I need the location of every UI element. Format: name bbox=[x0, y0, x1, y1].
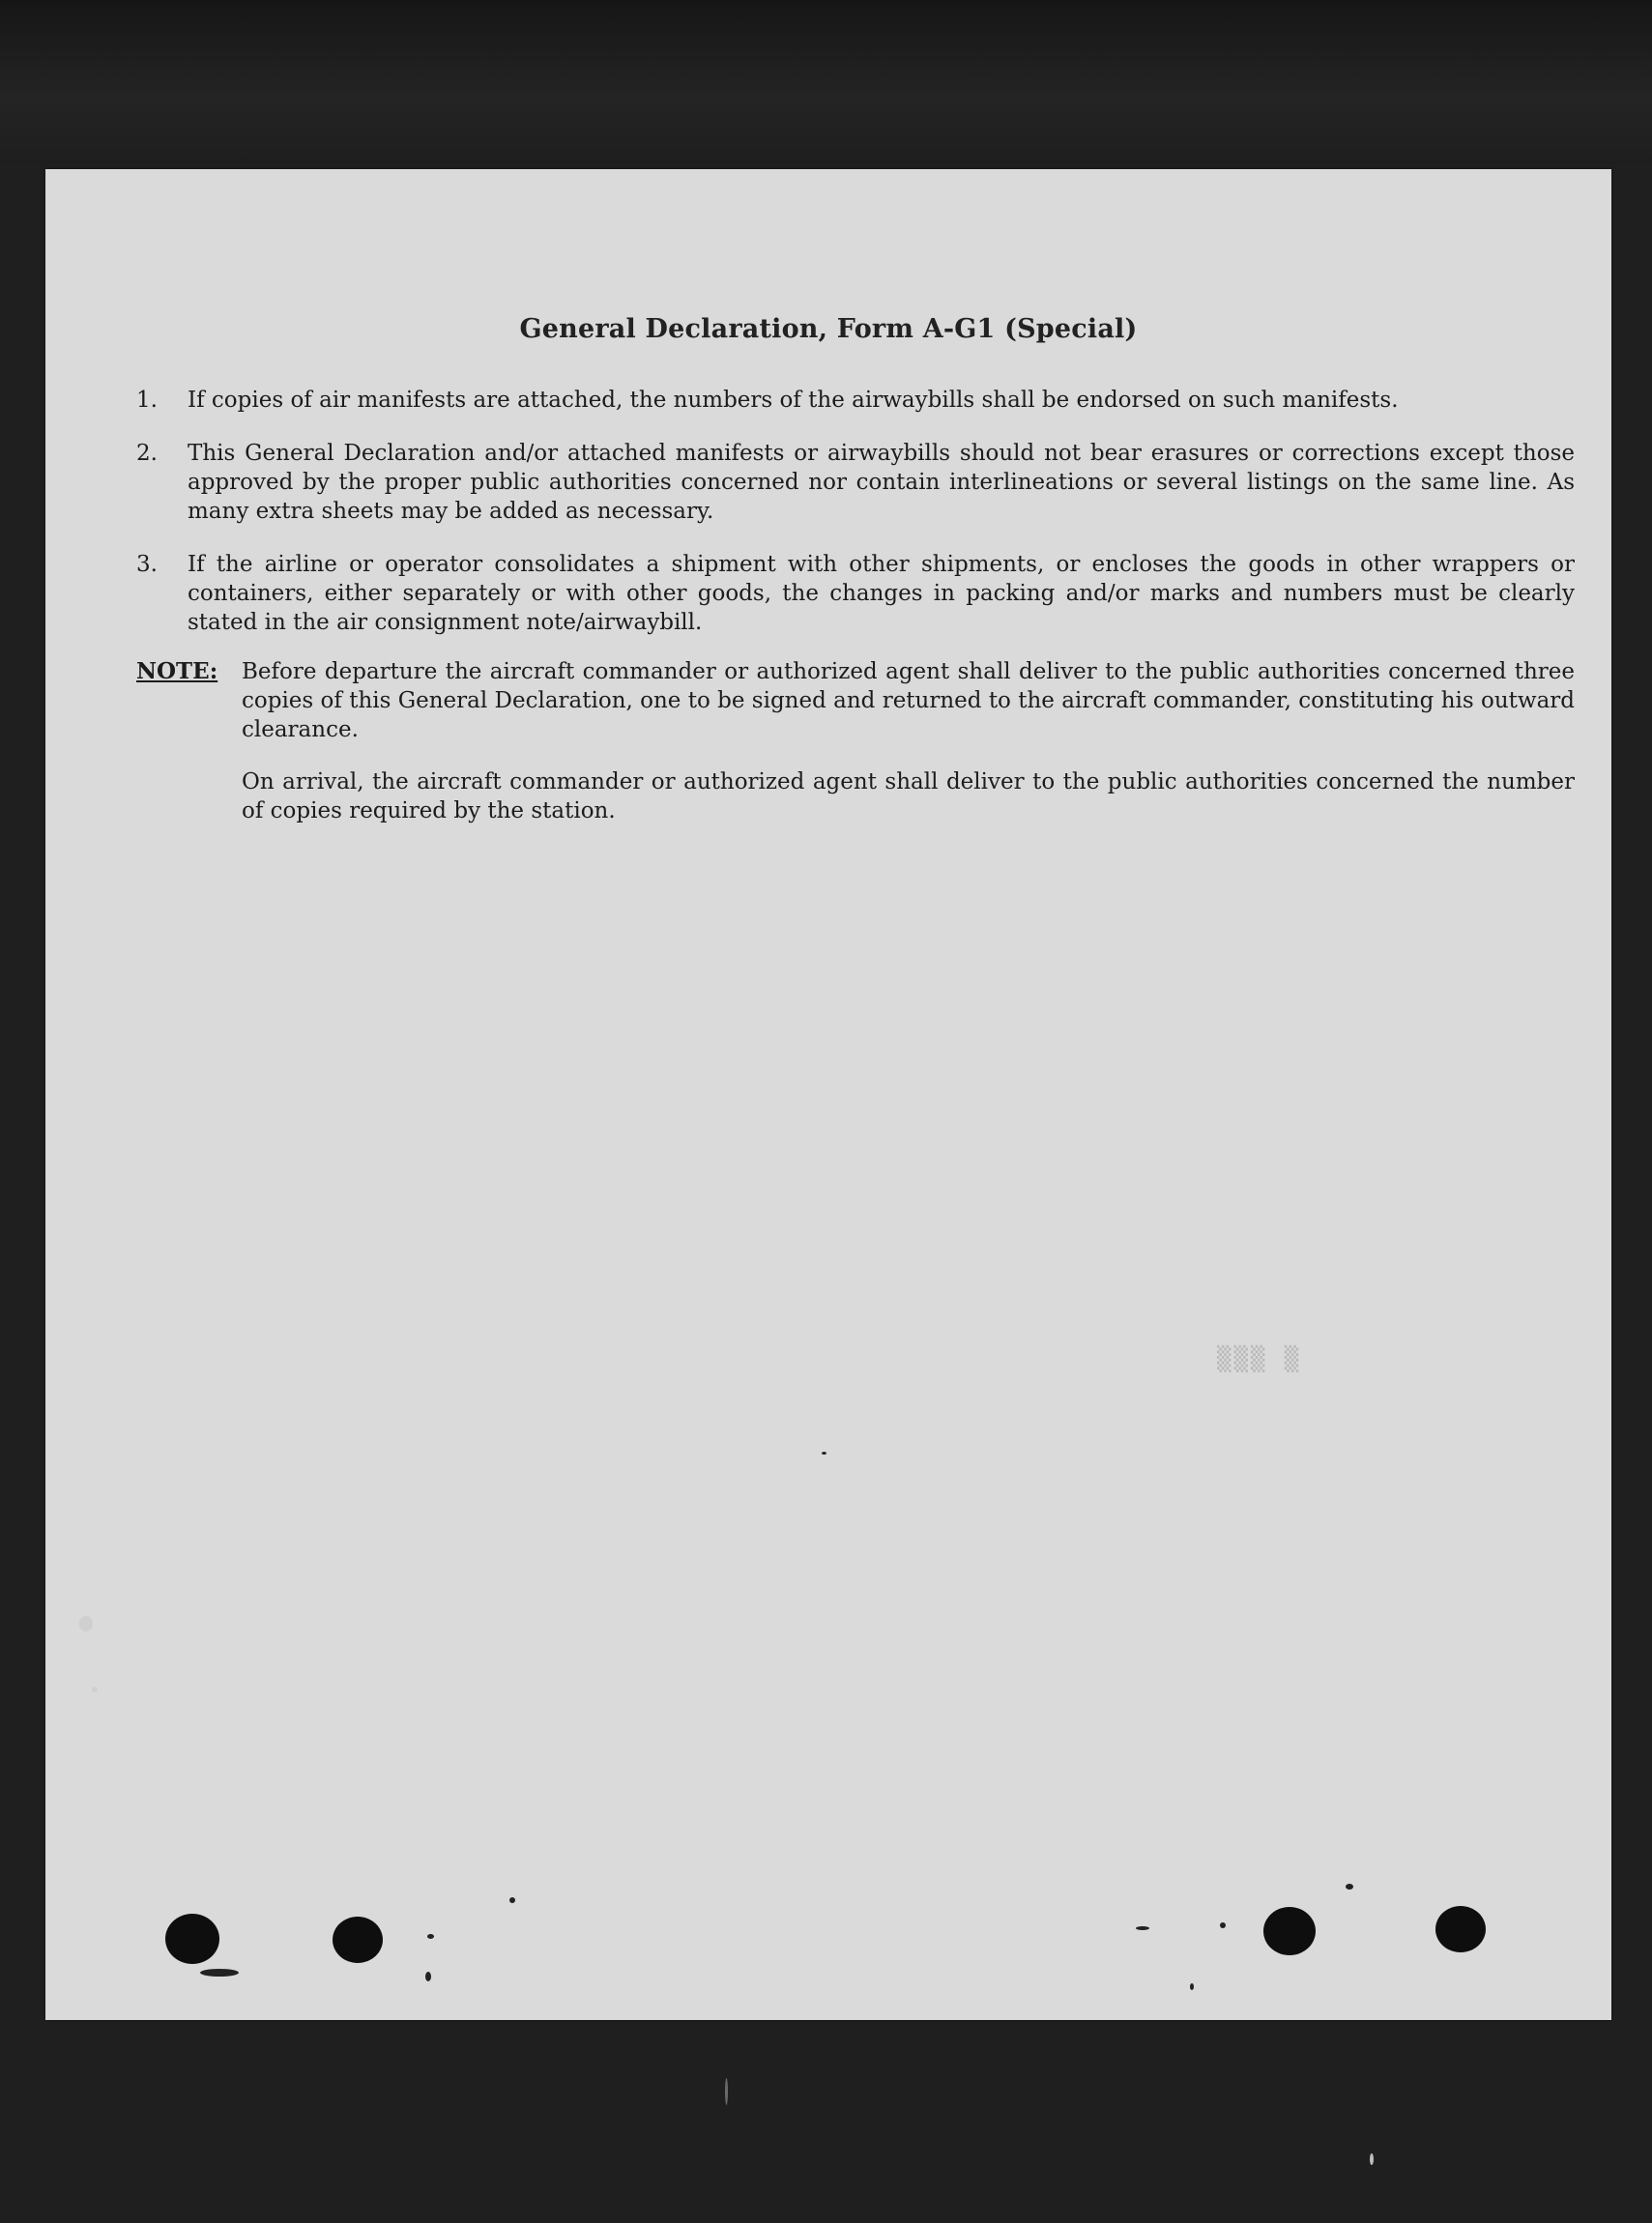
page-title: General Declaration, Form A-G1 (Special) bbox=[519, 314, 1138, 344]
scan-speck bbox=[822, 1452, 826, 1455]
scan-speck bbox=[425, 1972, 431, 1981]
list-item-1 bbox=[136, 386, 1575, 415]
scan-speck bbox=[79, 1616, 93, 1631]
punch-hole-icon bbox=[165, 1914, 219, 1964]
scan-speck bbox=[427, 1934, 434, 1939]
scan-speck bbox=[1220, 1922, 1226, 1928]
scan-speck bbox=[200, 1969, 239, 1977]
scan-background bbox=[0, 0, 1652, 164]
punch-hole-icon bbox=[1263, 1907, 1316, 1955]
scan-speck bbox=[1370, 2153, 1374, 2165]
scan-speck bbox=[1136, 1926, 1149, 1930]
punch-hole-icon bbox=[1435, 1906, 1486, 1952]
scan-speck bbox=[509, 1897, 515, 1903]
scan-speck bbox=[725, 2078, 728, 2105]
note-paragraph-1: Before departure the aircraft commander or authorized agent shall deliver to the public authorities concerned three copies of this General Declaration, one to be signed and returned to the aircraft commander, constituting his outward clearance. bbox=[242, 659, 1575, 742]
list-item-3 bbox=[136, 550, 1575, 637]
scan-speck bbox=[1190, 1983, 1194, 1990]
list-item-number: 1. bbox=[136, 388, 158, 413]
document-page bbox=[45, 169, 1611, 2020]
list-item-number: 2. bbox=[136, 441, 158, 466]
note-paragraph-2: On arrival, the aircraft commander or authorized agent shall deliver to the public authorities concerned the number of copies required by the station. bbox=[242, 769, 1575, 823]
list-item-text: This General Declaration and/or attached manifests or airwaybills should not bear erasures or corrections except those approved by the proper public authorities concerned nor contain interlineations or several listings on the same line. As many extra sheets may be added as necessary. bbox=[188, 441, 1575, 524]
note-label: NOTE: bbox=[136, 658, 218, 684]
list-item-text: If the airline or operator consolidates a shipment with other shipments, or encloses the goods in other wrappers or containers, either separately or with other goods, the changes in packing and/or marks and numbers must be clearly stated in the air consignment note/airwaybill. bbox=[188, 552, 1575, 635]
punch-hole-icon bbox=[333, 1917, 383, 1963]
faint-stamp-mark: ▒▒▒ ▒ bbox=[1217, 1345, 1302, 1372]
scan-speck bbox=[92, 1687, 98, 1692]
list-item-number: 3. bbox=[136, 552, 158, 577]
list-item-text: If copies of air manifests are attached, the numbers of the airwaybills shall be endorsed on such manifests. bbox=[188, 388, 1399, 413]
list-item-2 bbox=[136, 439, 1575, 526]
scan-speck bbox=[1346, 1884, 1353, 1890]
